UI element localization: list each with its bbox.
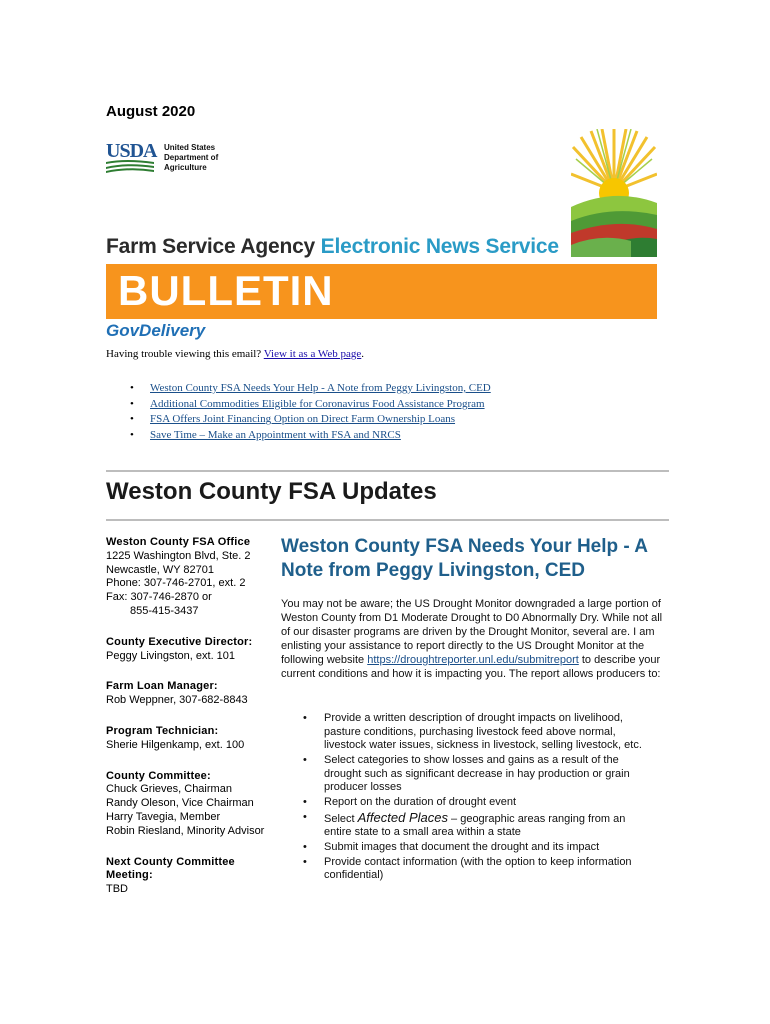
trouble-suffix: .: [361, 348, 365, 360]
office-fax-tollfree: 855-415-3437: [130, 604, 199, 617]
office-fax: Fax: 307-746-2870 or: [106, 591, 212, 604]
bulletin-label: BULLETIN: [118, 267, 334, 314]
office-phone: Phone: 307-746-2701, ext. 2: [106, 577, 246, 590]
committee-member: Randy Oleson, Vice Chairman: [106, 797, 254, 810]
office-sidebar: [106, 536, 276, 897]
bullet4-before: Select: [324, 812, 355, 825]
divider-bottom: [106, 519, 669, 521]
toc-link-cfap[interactable]: Additional Commodities Eligible for Coronavirus Food Assistance Program: [150, 397, 485, 410]
flm-label: Farm Loan Manager:: [106, 680, 218, 693]
next-meeting-label-1: Next County Committee: [106, 855, 235, 868]
sun-fields-graphic: [571, 129, 657, 257]
toc-link-needs-help[interactable]: Weston County FSA Needs Your Help - A Note from Peggy Livingston, CED: [150, 382, 491, 394]
toc-item: [130, 412, 491, 428]
ced-name: Peggy Livingston, ext. 101: [106, 649, 236, 662]
committee-label: County Committee:: [106, 769, 211, 782]
usda-letters: USDA: [106, 140, 157, 162]
bulletin-banner: [106, 264, 657, 319]
pt-name: Sherie Hilgenkamp, ext. 100: [106, 738, 245, 751]
toc-link-joint-financing[interactable]: FSA Offers Joint Financing Option on Direct Farm Ownership Loans: [150, 413, 456, 426]
list-item: • Submit images that document the drought and its impact: [303, 841, 648, 855]
drought-reporter-link[interactable]: https://droughtreporter.unl.edu/submitreport: [367, 653, 579, 666]
section-title: Weston County FSA Updates: [106, 478, 437, 505]
fsa-title-service: Electronic News Service: [320, 235, 559, 258]
list-item: • Select categories to show losses and gains as a result of the drought such as significant decrease in hay production or grain producer losses: [303, 754, 648, 795]
toc-item: [130, 397, 491, 413]
list-item: • Provide a written description of drought impacts on livelihood, pasture conditions, purchasing livestock feed above normal, livestock water issues, sickness in livestock, selling livestock, etc.: [303, 712, 648, 753]
fsa-news-service-title: [106, 235, 559, 259]
trouble-text: Having trouble viewing this email?: [106, 348, 262, 360]
usda-line-2: Department of: [164, 153, 219, 162]
toc-item: [130, 428, 491, 444]
toc-link-appointment[interactable]: Save Time – Make an Appointment with FSA and NRCS: [150, 429, 401, 442]
office-contact-block: [106, 536, 276, 619]
article-intro: [281, 598, 666, 681]
ced-label: County Executive Director:: [106, 635, 253, 648]
ced-block: [106, 636, 276, 664]
usda-logo: [106, 140, 256, 174]
fsa-title-agency: Farm Service Agency: [106, 235, 316, 258]
pt-block: [106, 725, 276, 753]
toc-item: [130, 381, 491, 397]
committee-member: Robin Riesland, Minority Advisor: [106, 824, 265, 837]
office-address-1: 1225 Washington Blvd, Ste. 2: [106, 549, 251, 562]
usda-agency-name: [164, 143, 218, 173]
office-label: Weston County FSA Office: [106, 536, 251, 548]
view-web-page-link[interactable]: View it as a Web page: [263, 348, 362, 360]
list-item: [303, 811, 648, 840]
intro-text: You may not be aware; the US Drought Monitor downgraded a large portion of Weston County from D1 Moderate Drought to D0 Abnormally Dry. While not all of our disaster programs are driven by the Drought Monitor, several are. I am enlisting your assistance to report directly to the US Drought Monitor at the following website: [281, 598, 663, 666]
flm-block: [106, 680, 276, 708]
table-of-contents: [130, 381, 491, 444]
affected-places-term: Affected Places: [357, 809, 448, 825]
flm-name: Rob Weppner, 307-682-8843: [106, 694, 248, 707]
pt-label: Program Technician:: [106, 724, 219, 737]
committee-member: Harry Tavegia, Member: [106, 810, 221, 823]
article-title: Weston County FSA Needs Your Help - A Note from Peggy Livingston, CED: [281, 536, 648, 581]
committee-member: Chuck Grieves, Chairman: [106, 783, 232, 796]
divider-top: [106, 470, 669, 472]
next-meeting-label-2: Meeting:: [106, 869, 153, 882]
committee-block: [106, 770, 276, 839]
bullet4-after: – geographic areas ranging from an entire state to a small area within a state: [324, 812, 626, 839]
report-capabilities-list: [303, 712, 648, 884]
usda-line-3: Agriculture: [164, 163, 207, 172]
list-item: • Report on the duration of drought event: [303, 796, 648, 810]
office-address-2: Newcastle, WY 82701: [106, 563, 215, 576]
next-meeting-value: TBD: [106, 883, 128, 896]
view-trouble-line: [106, 348, 364, 360]
next-meeting-block: [106, 856, 276, 897]
govdelivery-logo: GovDelivery: [106, 321, 206, 340]
bulletin-date: August 2020: [106, 103, 196, 120]
intro-text-after: to describe your current conditions and how it is impacting you. The report allows producers to:: [281, 653, 661, 680]
usda-line-1: United States: [164, 143, 216, 152]
list-item: • Provide contact information (with the option to keep information confidential): [303, 856, 648, 883]
